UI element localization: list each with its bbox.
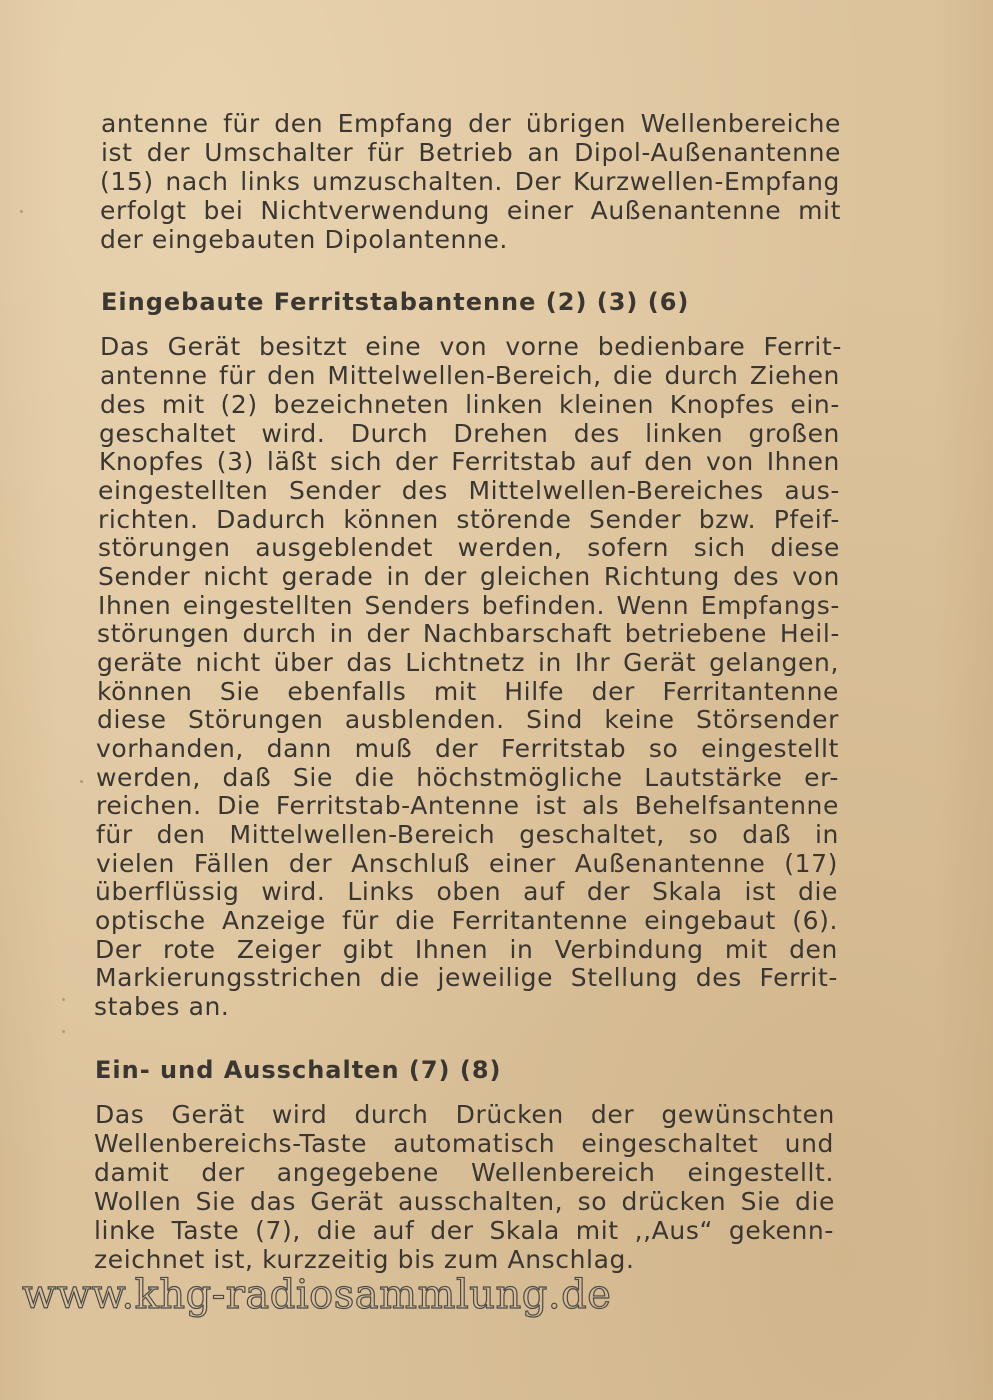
text-line: Sender nicht gerade in der gleichen Richtung des von bbox=[98, 562, 840, 591]
text-line: diese Störungen ausblenden. Sind keine Störsender bbox=[97, 705, 839, 734]
text-line: Knopfes (3) läßt sich der Ferritstab auf den von Ihnen bbox=[99, 447, 840, 476]
section-heading-ferrite: Eingebaute Ferritstabantenne (2) (3) (6) bbox=[101, 288, 690, 316]
text-line: erfolgt bei Nichtverwendung einer Außenantenne mit bbox=[100, 196, 841, 225]
text-line: der eingebauten Dipolantenne. bbox=[100, 225, 508, 254]
text-line: geschaltet wird. Durch Drehen des linken großen bbox=[99, 419, 840, 448]
text-line: für den Mittelwellen-Bereich geschaltet, so daß in bbox=[96, 820, 839, 849]
text-line: stabes an. bbox=[94, 992, 230, 1021]
text-line: antenne für den Empfang der übrigen Wellenbereiche bbox=[101, 109, 841, 138]
text-line: können Sie ebenfalls mit Hilfe der Ferritantenne bbox=[97, 677, 839, 706]
section-heading-power: Ein- und Ausschalten (7) (8) bbox=[95, 1056, 502, 1084]
text-line: linke Taste (7), die auf der Skala mit ,,Aus“ gekenn- bbox=[94, 1216, 834, 1245]
text-line: geräte nicht über das Lichtnetz in Ihr Gerät gelangen, bbox=[97, 648, 839, 677]
text-line: Ihnen eingestellten Senders befinden. Wenn Empfangs- bbox=[98, 591, 840, 620]
text-line: damit der angegebene Wellenbereich eingestellt. bbox=[94, 1158, 834, 1187]
paper-speck bbox=[20, 210, 23, 213]
text-line: eingestellten Sender des Mittelwellen-Bereiches aus- bbox=[98, 476, 840, 505]
text-line: des mit (2) bezeichneten linken kleinen Knopfes ein- bbox=[100, 390, 840, 419]
paper-speck bbox=[62, 1030, 65, 1033]
text-line: zeichnet ist, kurzzeitig bis zum Anschlag. bbox=[94, 1245, 635, 1274]
text-line: antenne für den Mittelwellen-Bereich, die durch Ziehen bbox=[100, 361, 840, 390]
text-line: überflüssig wird. Links oben auf der Skala ist die bbox=[95, 877, 838, 906]
paper-speck bbox=[62, 998, 65, 1001]
text-line: vielen Fällen der Anschluß einer Außenantenne (17) bbox=[96, 849, 838, 878]
text-line: Wollen Sie das Gerät ausschalten, so drücken Sie die bbox=[94, 1187, 835, 1216]
text-line: Das Gerät besitzt eine von vorne bedienbare Ferrit- bbox=[100, 332, 842, 361]
text-line: Das Gerät wird durch Drücken der gewünschten bbox=[95, 1100, 835, 1129]
text-line: störungen ausgeblendet werden, sofern sich diese bbox=[98, 533, 840, 562]
paper-speck bbox=[80, 780, 83, 783]
text-line: ist der Umschalter für Betrieb an Dipol-Außenantenne bbox=[101, 138, 841, 167]
text-line: werden, daß Sie die höchstmögliche Lautstärke er- bbox=[96, 763, 839, 792]
text-line: optische Anzeige für die Ferritantenne eingebaut (6). bbox=[95, 906, 838, 935]
text-line: vorhanden, dann muß der Ferritstab so eingestellt bbox=[96, 734, 839, 763]
text-line: Markierungsstrichen die jeweilige Stellung des Ferrit- bbox=[95, 963, 838, 992]
text-line: Wellenbereichs-Taste automatisch eingeschaltet und bbox=[94, 1129, 834, 1158]
watermark-url: www.khg-radiosammlung.de bbox=[22, 1272, 612, 1318]
text-line: (15) nach links umzuschalten. Der Kurzwellen-Empfang bbox=[100, 167, 840, 196]
text-line: richten. Dadurch können störende Sender bzw. Pfeif- bbox=[98, 505, 840, 534]
text-line: reichen. Die Ferritstab-Antenne ist als Behelfsantenne bbox=[96, 791, 839, 820]
text-line: störungen durch in der Nachbarschaft betriebene Heil- bbox=[97, 619, 840, 648]
text-line: Der rote Zeiger gibt Ihnen in Verbindung mit den bbox=[95, 935, 838, 964]
